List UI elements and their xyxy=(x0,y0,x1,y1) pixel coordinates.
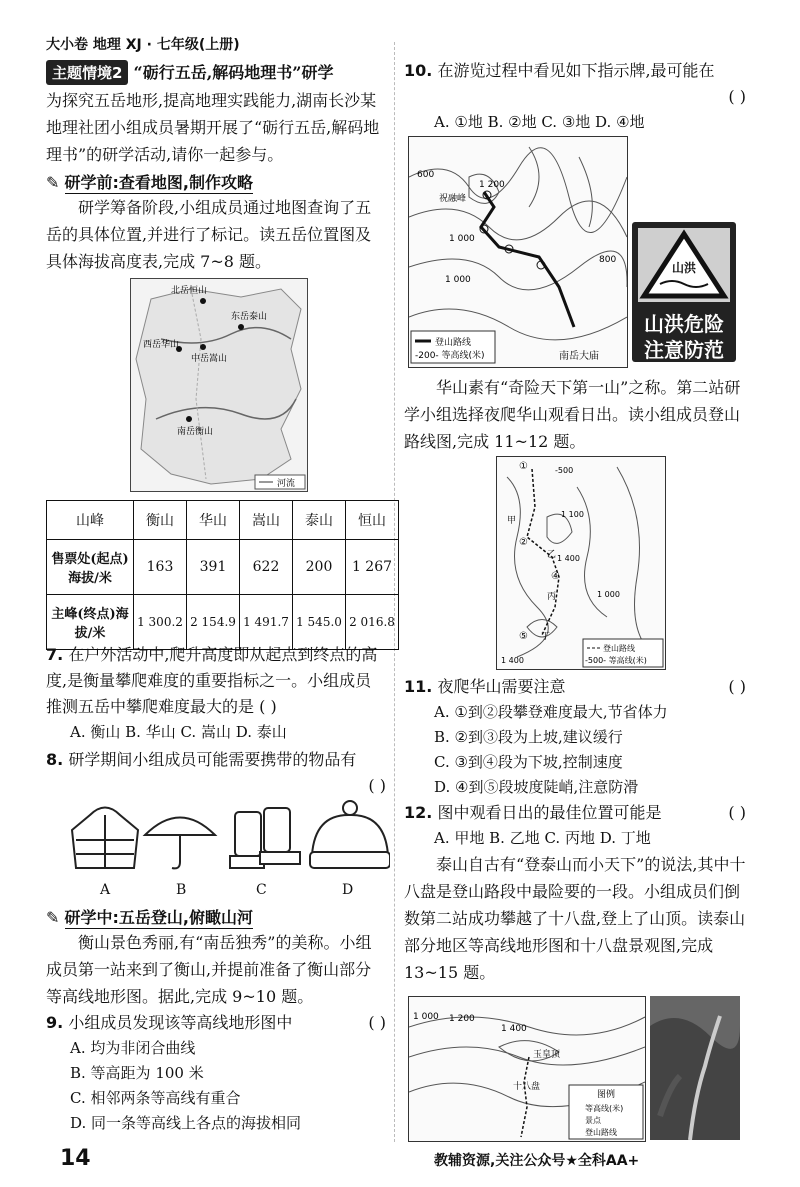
q11-option-b[interactable]: B. ②到③段为上坡,建议缓行 xyxy=(434,728,623,746)
q8-item-drawings xyxy=(60,800,390,880)
q11-number: 11. xyxy=(404,677,433,696)
map2-label-1000b: 1 000 xyxy=(445,275,471,285)
taishan-text: 泰山自古有“登泰山而小天下”的说法,其中十八盘是登山路段中最险要的一段。小组成员们倒数第二站成功攀越了十八盘,登上了山顶。读泰山部分地区等高线地形图和十八盘景观图,完成 13~15 题。 xyxy=(404,855,746,982)
map3-label-1000: 1 000 xyxy=(597,590,620,599)
step2-heading xyxy=(46,905,386,929)
map3-point-jia: 甲 xyxy=(507,516,517,526)
map4-label-shibapan: 十八盘 xyxy=(513,1082,541,1092)
q9-option-d[interactable]: D. 同一条等高线上各点的海拔相同 xyxy=(70,1114,302,1132)
table-cell: 1 267 xyxy=(346,540,399,595)
question-7 xyxy=(46,642,386,720)
q12-number: 12. xyxy=(404,803,433,822)
q9-number: 9. xyxy=(46,1013,64,1032)
map3-point-bing: 丙 xyxy=(547,592,557,602)
map4-legend-title: 图例 xyxy=(597,1090,616,1100)
map3-legend-contour: -500- 等高线(米) xyxy=(585,656,647,665)
q9-option-c[interactable]: C. 相邻两条等高线有重合 xyxy=(70,1089,241,1107)
table-header-cell: 华山 xyxy=(187,501,240,540)
q8-item-label-a: A xyxy=(100,882,111,898)
q9-text: 小组成员发现该等高线地形图中 xyxy=(68,1013,293,1032)
table-header-cell: 衡山 xyxy=(134,501,187,540)
huashan-contours xyxy=(497,457,665,669)
hengshan-contour-map xyxy=(408,136,628,368)
page-number: 14 xyxy=(60,1146,91,1171)
table-header-cell: 山峰 xyxy=(47,501,134,540)
theme-badge: 主题情境2 xyxy=(46,60,128,85)
map3-point-ding: 丁 xyxy=(541,632,551,642)
map4-legend-contour: 等高线(米) xyxy=(585,1104,624,1113)
q7-answer-paren[interactable]: ( ) xyxy=(259,697,277,716)
q8-number: 8. xyxy=(46,750,64,769)
map3-label-1400a: 1 400 xyxy=(557,554,580,563)
map4-label-yuhuangding: 玉皇顶 xyxy=(533,1050,561,1060)
warning-triangle-icon xyxy=(638,228,730,302)
table-cell: 622 xyxy=(240,540,293,595)
map2-label-nanyue-temple: 南岳大庙 xyxy=(559,351,599,362)
q7-options[interactable]: A. 衡山 B. 华山 C. 嵩山 D. 泰山 xyxy=(70,723,287,741)
question-9 xyxy=(46,1010,386,1036)
huashan-intro xyxy=(404,374,746,455)
sign-icon-label: 山洪 xyxy=(671,261,697,275)
down-jacket-icon xyxy=(72,808,138,869)
step1-heading xyxy=(46,170,386,194)
hengshan-contours xyxy=(409,137,627,367)
table-header-cell: 泰山 xyxy=(293,501,346,540)
table-row-label: 主峰(终点)海拔/米 xyxy=(47,595,134,650)
map2-label-zhurong: 祝融峰 xyxy=(439,194,467,204)
q8-text: 研学期间小组成员可能需要携带的物品有 xyxy=(68,750,357,769)
sign-line2: 注意防范 xyxy=(644,338,724,362)
q11-option-a[interactable]: A. ①到②段攀登难度最大,节省体力 xyxy=(434,703,668,721)
map3-point-5: ⑤ xyxy=(519,631,528,642)
taishan-contours xyxy=(409,997,645,1141)
map3-label-1100: 1 100 xyxy=(561,510,584,519)
question-12 xyxy=(404,800,746,826)
map1-label-taishan: 东岳泰山 xyxy=(231,312,268,322)
step2-section xyxy=(46,905,386,1136)
q11-option-d[interactable]: D. ④到⑤段坡度陡峭,注意防滑 xyxy=(434,778,639,796)
map3-point-2: ② xyxy=(519,537,528,548)
map3-label-500: -500 xyxy=(555,466,574,475)
footer-note: 教辅资源,关注公众号★全科AA+ xyxy=(434,1153,640,1169)
theme-title: “砺行五岳,解码地理书”研学 xyxy=(133,63,334,82)
question-8 xyxy=(46,747,386,799)
q10-text: 在游览过程中看见如下指示牌,最可能在 xyxy=(437,61,715,80)
table-cell: 200 xyxy=(293,540,346,595)
table-header-cell: 恒山 xyxy=(346,501,399,540)
q9-option-b[interactable]: B. 等高距为 100 米 xyxy=(70,1064,204,1082)
taishan-contour-map xyxy=(408,996,646,1142)
q10-number: 10. xyxy=(404,61,433,80)
q7-number: 7. xyxy=(46,645,64,664)
table-header-row xyxy=(47,501,399,540)
table-cell: 163 xyxy=(134,540,187,595)
map4-label-1200: 1 200 xyxy=(449,1014,475,1024)
table-header-cell: 嵩山 xyxy=(240,501,293,540)
table-cell: 391 xyxy=(187,540,240,595)
huashan-text: 华山素有“奇险天下第一山”之称。第二站研学小组选择夜爬华山观看日出。读小组成员登山路线图,完成 11~12 题。 xyxy=(404,378,741,451)
map4-label-1000: 1 000 xyxy=(413,1012,439,1022)
shibapan-photo xyxy=(650,996,740,1140)
q12-answer-paren[interactable]: ( ) xyxy=(728,803,746,822)
pencil-icon: ✎ xyxy=(46,908,60,927)
map1-legend-river: 河流 xyxy=(277,479,296,489)
q7-text: 在户外活动中,爬升高度即从起点到终点的高度,是衡量攀爬难度的重要指标之一。小组成员推测五岳中攀爬难度最大的是 xyxy=(46,645,378,716)
map4-legend-route: 登山路线 xyxy=(585,1128,617,1137)
map2-legend-route: 登山路线 xyxy=(435,338,472,348)
step2-title: 研学中:五岳登山,俯瞰山河 xyxy=(65,905,253,929)
q9-option-a[interactable]: A. 均为非闭合曲线 xyxy=(70,1039,196,1057)
q8-items xyxy=(60,800,390,900)
q8-item-label-b: B xyxy=(176,882,187,898)
map3-label-1400b: 1 400 xyxy=(501,656,524,665)
map2-label-600: 600 xyxy=(417,170,435,180)
q11-text: 夜爬华山需要注意 xyxy=(437,677,566,696)
map4-legend-spot: 景点 xyxy=(585,1116,601,1125)
intro-text: 为探究五岳地形,提高地理实践能力,湖南长沙某地理社团小组成员暑期开展了“砺行五岳,解码地理书”的研学活动,请你一起参与。 xyxy=(46,91,380,164)
altitude-table xyxy=(46,500,399,650)
step2-text: 衡山景色秀丽,有“南岳独秀”的美称。小组成员第一站来到了衡山,并提前准备了衡山部分等高线地形图。据此,完成 9~10 题。 xyxy=(46,933,372,1006)
table-cell: 1 300.2 xyxy=(134,595,187,650)
map4-label-1400: 1 400 xyxy=(501,1024,527,1034)
map2-label-1200: 1 200 xyxy=(479,180,505,190)
q10-answer-paren[interactable]: ( ) xyxy=(728,87,746,106)
q9-answer-paren[interactable]: ( ) xyxy=(368,1013,386,1032)
table-row xyxy=(47,540,399,595)
china-map-figure xyxy=(131,279,307,491)
map3-point-4: ④ xyxy=(551,571,560,582)
five-mountains-map xyxy=(130,278,308,492)
table-cell: 2 154.9 xyxy=(187,595,240,650)
q12-options[interactable]: A. 甲地 B. 乙地 C. 丙地 D. 丁地 xyxy=(434,829,651,847)
boots-icon xyxy=(230,808,300,868)
question-10 xyxy=(404,58,746,135)
map1-label-songshan: 中岳嵩山 xyxy=(191,354,228,364)
table-cell: 1 545.0 xyxy=(293,595,346,650)
map2-legend-contour: -200- 等高线(米) xyxy=(415,351,485,361)
map3-point-1: ① xyxy=(519,461,528,472)
step1-title: 研学前:查看地图,制作攻略 xyxy=(65,170,253,194)
questions-7-8 xyxy=(46,642,386,799)
map1-label-hengshan-south: 南岳衡山 xyxy=(177,427,214,437)
map3-legend-route: 登山路线 xyxy=(603,644,635,653)
mountain-stairs-photo xyxy=(650,996,740,1140)
huashan-route-map xyxy=(496,456,666,670)
map3-point-yi: 乙 xyxy=(547,550,557,560)
left-column xyxy=(46,60,386,275)
knit-hat-icon xyxy=(310,801,390,868)
question-11 xyxy=(404,674,746,700)
q8-answer-paren[interactable]: ( ) xyxy=(368,776,386,795)
map1-label-huashan: 西岳华山 xyxy=(143,340,180,350)
q8-item-label-c: C xyxy=(256,882,267,898)
q11-option-c[interactable]: C. ③到④段为下坡,控制速度 xyxy=(434,753,623,771)
q12-text: 图中观看日出的最佳位置可能是 xyxy=(437,803,662,822)
sign-line1: 山洪危险 xyxy=(644,312,724,336)
q10-options[interactable]: A. ①地 B. ②地 C. ③地 D. ④地 xyxy=(434,113,645,131)
page-header: 大小卷 地理 XJ · 七年级(上册) xyxy=(46,37,240,53)
map1-label-hengshan-north: 北岳恒山 xyxy=(171,286,208,296)
theme-heading xyxy=(46,60,386,85)
step1-text: 研学筹备阶段,小组成员通过地图查询了五岳的具体位置,并进行了标记。读五岳位置图及具体海拔高度表,完成 7~8 题。 xyxy=(46,198,372,271)
umbrella-icon xyxy=(145,818,215,869)
q11-answer-paren[interactable]: ( ) xyxy=(728,677,746,696)
map2-label-1000a: 1 000 xyxy=(449,234,475,244)
table-cell: 2 016.8 xyxy=(346,595,399,650)
table-cell: 1 491.7 xyxy=(240,595,293,650)
flood-warning-sign xyxy=(632,222,736,362)
map2-label-800: 800 xyxy=(599,255,617,265)
q8-item-label-d: D xyxy=(342,882,354,898)
questions-11-12 xyxy=(404,674,746,986)
pencil-icon: ✎ xyxy=(46,173,60,192)
table-row-label: 售票处(起点)海拔/米 xyxy=(47,540,134,595)
